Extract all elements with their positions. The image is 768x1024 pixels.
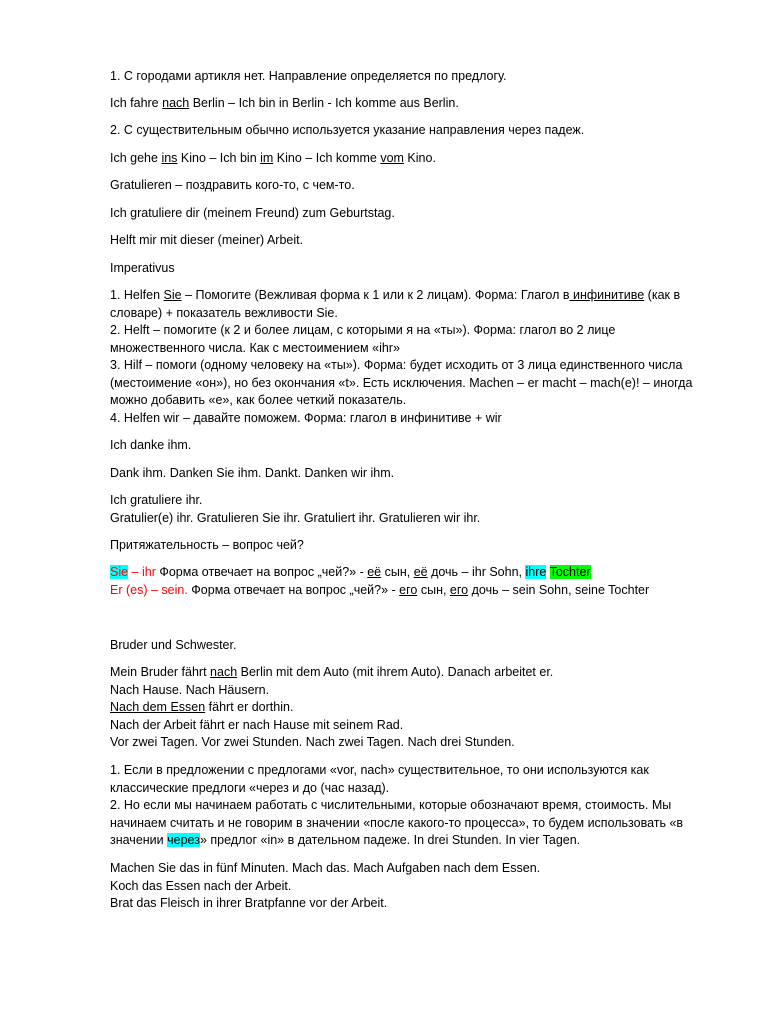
- list-item-helfen-wir: 4. Helfen wir – давайте поможем. Форма: глагол в инфинитиве + wir: [110, 410, 502, 425]
- line-er-sein: Er (es) – sein. Форма отвечает на вопрос „чей?» - его сын, его дочь – sein Sohn, seine Tochter: [110, 582, 650, 597]
- line-nach-der-arbeit: Nach der Arbeit fährt er nach Hause mit seinem Rad.: [110, 717, 404, 732]
- line-nach-dem-essen: Nach dem Essen fährt er dorthin.: [110, 700, 294, 714]
- line-koch-das-essen: Koch das Essen nach der Arbeit.: [110, 878, 292, 893]
- line-gratuliere-ihr: Ich gratuliere ihr.: [110, 493, 203, 507]
- paragraph-nouns-rule: 2. С существительным обычно используется указание направления через падеж.: [110, 123, 585, 137]
- line-mein-bruder: Mein Bruder fährt nach Berlin mit dem Auto (mit ihrem Auto). Danach arbeitet er.: [110, 665, 554, 679]
- paragraph-berlin-example: Ich fahre nach Berlin – Ich bin in Berlin - Ich komme aus Berlin.: [110, 96, 459, 110]
- list-item-helft: 2. Helft – помогите (к 2 и более лицам, с которыми я на «ты»). Форма: глагол во 2 лице множественного числа. Как с местоимением «ihr»: [110, 323, 616, 355]
- paragraph-kino-example: Ich gehe ins Kino – Ich bin im Kino – Ich komme vom Kino.: [110, 151, 436, 165]
- list-item-hilf: 3. Hilf – помоги (одному человеку на «ты»). Форма: будет исходить от 3 лица единственного числа (местоимение «он»), но без окончания «t». Есть исключения. Machen – er macht – mach(e)! – иногда можно добавить «e», как более четкий показатель.: [110, 358, 693, 407]
- line-nach-hause: Nach Hause. Nach Häusern.: [110, 682, 270, 697]
- paragraph-dank-forms: Dank ihm. Danken Sie ihm. Dankt. Danken wir ihm.: [110, 466, 395, 480]
- heading-imperativus: Imperativus: [110, 261, 175, 275]
- line-machen-sie: Machen Sie das in fünf Minuten. Mach das. Mach Aufgaben nach dem Essen.: [110, 861, 541, 875]
- paragraph-imperative-examples: [110, 860, 710, 913]
- heading-possessive: Притяжательность – вопрос чей?: [110, 538, 304, 552]
- paragraph-gratuliere-ihr: [110, 492, 710, 527]
- paragraph-helft-example: Helft mir mit dieser (meiner) Arbeit.: [110, 233, 304, 247]
- list-item-helfen-sie: 1. Helfen Sie – Помогите (Вежливая форма к 1 или к 2 лицам). Форма: Глагол в инфинитиве (как в словаре) + показатель вежливости Sie.: [110, 288, 681, 320]
- rule-item-1: 1. Если в предложении с предлогами «vor, nach» существительное, то они используются как классические предлоги «через и до (час назад).: [110, 763, 649, 795]
- line-gratulier-forms: Gratulier(e) ihr. Gratulieren Sie ihr. Gratuliert ihr. Gratulieren wir ihr.: [110, 510, 481, 525]
- paragraph-cities-rule: 1. С городами артикля нет. Направление определяется по предлогу.: [110, 69, 507, 83]
- paragraph-possessive-examples: [110, 564, 710, 599]
- paragraph-ich-danke: Ich danke ihm.: [110, 438, 192, 452]
- paragraph-gratulieren-definition: Gratulieren – поздравить кого-то, с чем-то.: [110, 178, 355, 192]
- list-imperative-forms: [110, 287, 710, 427]
- line-brat-das-fleisch: Brat das Fleisch in ihrer Bratpfanne vor der Arbeit.: [110, 896, 388, 910]
- line-sie-ihr: Sie – ihr Форма отвечает на вопрос „чей?» - её сын, её дочь – ihr Sohn, ihre Tochter: [110, 565, 591, 579]
- line-vor-zwei-tagen: Vor zwei Tagen. Vor zwei Stunden. Nach zwei Tagen. Nach drei Stunden.: [110, 735, 515, 749]
- paragraph-vor-nach-rules: [110, 762, 710, 850]
- rule-item-2: 2. Но если мы начинаем работать с числительными, которые обозначают время, стоимость. Мы начинаем считать и не говорим в значении «после какого-то процесса», то будем использовать «в значении через» предлог «in» в дательном падеже. In drei Stunden. In vier Tagen.: [110, 798, 684, 847]
- paragraph-gratuliere-example: Ich gratuliere dir (meinem Freund) zum Geburtstag.: [110, 206, 395, 220]
- heading-bruder-und-schwester: Bruder und Schwester.: [110, 638, 237, 652]
- paragraph-nach-examples: [110, 664, 710, 752]
